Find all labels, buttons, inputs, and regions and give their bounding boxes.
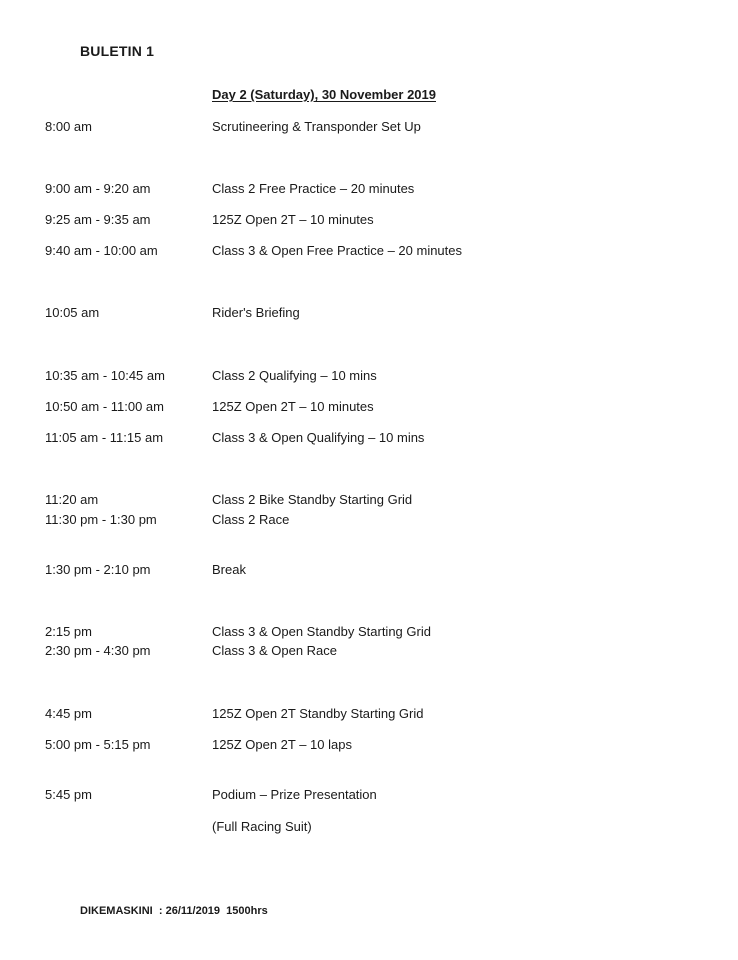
schedule-event: 125Z Open 2T – 10 minutes: [212, 212, 374, 227]
schedule-event: Scrutineering & Transponder Set Up: [212, 119, 421, 134]
schedule-time: 5:00 pm - 5:15 pm: [45, 737, 151, 752]
podium-note: (Full Racing Suit): [212, 819, 312, 834]
schedule-time: 10:50 am - 11:00 am: [45, 399, 164, 414]
schedule-time: 9:40 am - 10:00 am: [45, 243, 158, 258]
schedule-event: Class 3 & Open Qualifying – 10 mins: [212, 430, 425, 445]
document-title: BULETIN 1: [80, 43, 155, 59]
schedule-time: 8:00 am: [45, 119, 92, 134]
schedule-event: Class 2 Qualifying – 10 mins: [212, 368, 377, 383]
schedule-event: Class 2 Bike Standby Starting Grid: [212, 492, 413, 507]
footer-time: 1500hrs: [226, 905, 268, 917]
footer-date: 26/11/2019: [165, 905, 221, 917]
schedule-event: 125Z Open 2T – 10 minutes: [212, 399, 374, 414]
schedule-time: 11:05 am - 11:15 am: [45, 430, 164, 445]
schedule-event: Class 3 & Open Race: [212, 643, 338, 658]
schedule-event: Break: [212, 562, 246, 577]
schedule-time: 4:45 pm: [45, 706, 92, 721]
day-heading: Day 2 (Saturday), 30 November 2019: [212, 87, 436, 102]
updated-footer: [80, 905, 268, 917]
schedule-time: 9:00 am - 9:20 am: [45, 181, 151, 196]
footer-label: DIKEMASKINI: [80, 905, 153, 917]
schedule-event: Class 2 Free Practice – 20 minutes: [212, 181, 415, 196]
schedule-time: 5:45 pm: [45, 787, 92, 802]
schedule-time: 2:15 pm: [45, 624, 92, 639]
schedule-event: 125Z Open 2T Standby Starting Grid: [212, 706, 424, 721]
schedule-time: 11:30 pm - 1:30 pm: [45, 512, 157, 527]
schedule-time: 1:30 pm - 2:10 pm: [45, 562, 151, 577]
schedule-event: Class 3 & Open Free Practice – 20 minutes: [212, 243, 463, 258]
schedule-time: 2:30 pm - 4:30 pm: [45, 643, 151, 658]
schedule-time: 10:05 am: [45, 305, 100, 320]
schedule-event: Class 3 & Open Standby Starting Grid: [212, 624, 431, 639]
schedule-time: 9:25 am - 9:35 am: [45, 212, 151, 227]
schedule-event: Podium – Prize Presentation: [212, 787, 377, 802]
schedule-event: Class 2 Race: [212, 512, 290, 527]
schedule-time: 11:20 am: [45, 492, 99, 507]
schedule-time: 10:35 am - 10:45 am: [45, 368, 165, 383]
schedule-event: Rider's Briefing: [212, 305, 300, 320]
schedule-event: 125Z Open 2T – 10 laps: [212, 737, 352, 752]
footer-separator: :: [158, 905, 163, 917]
